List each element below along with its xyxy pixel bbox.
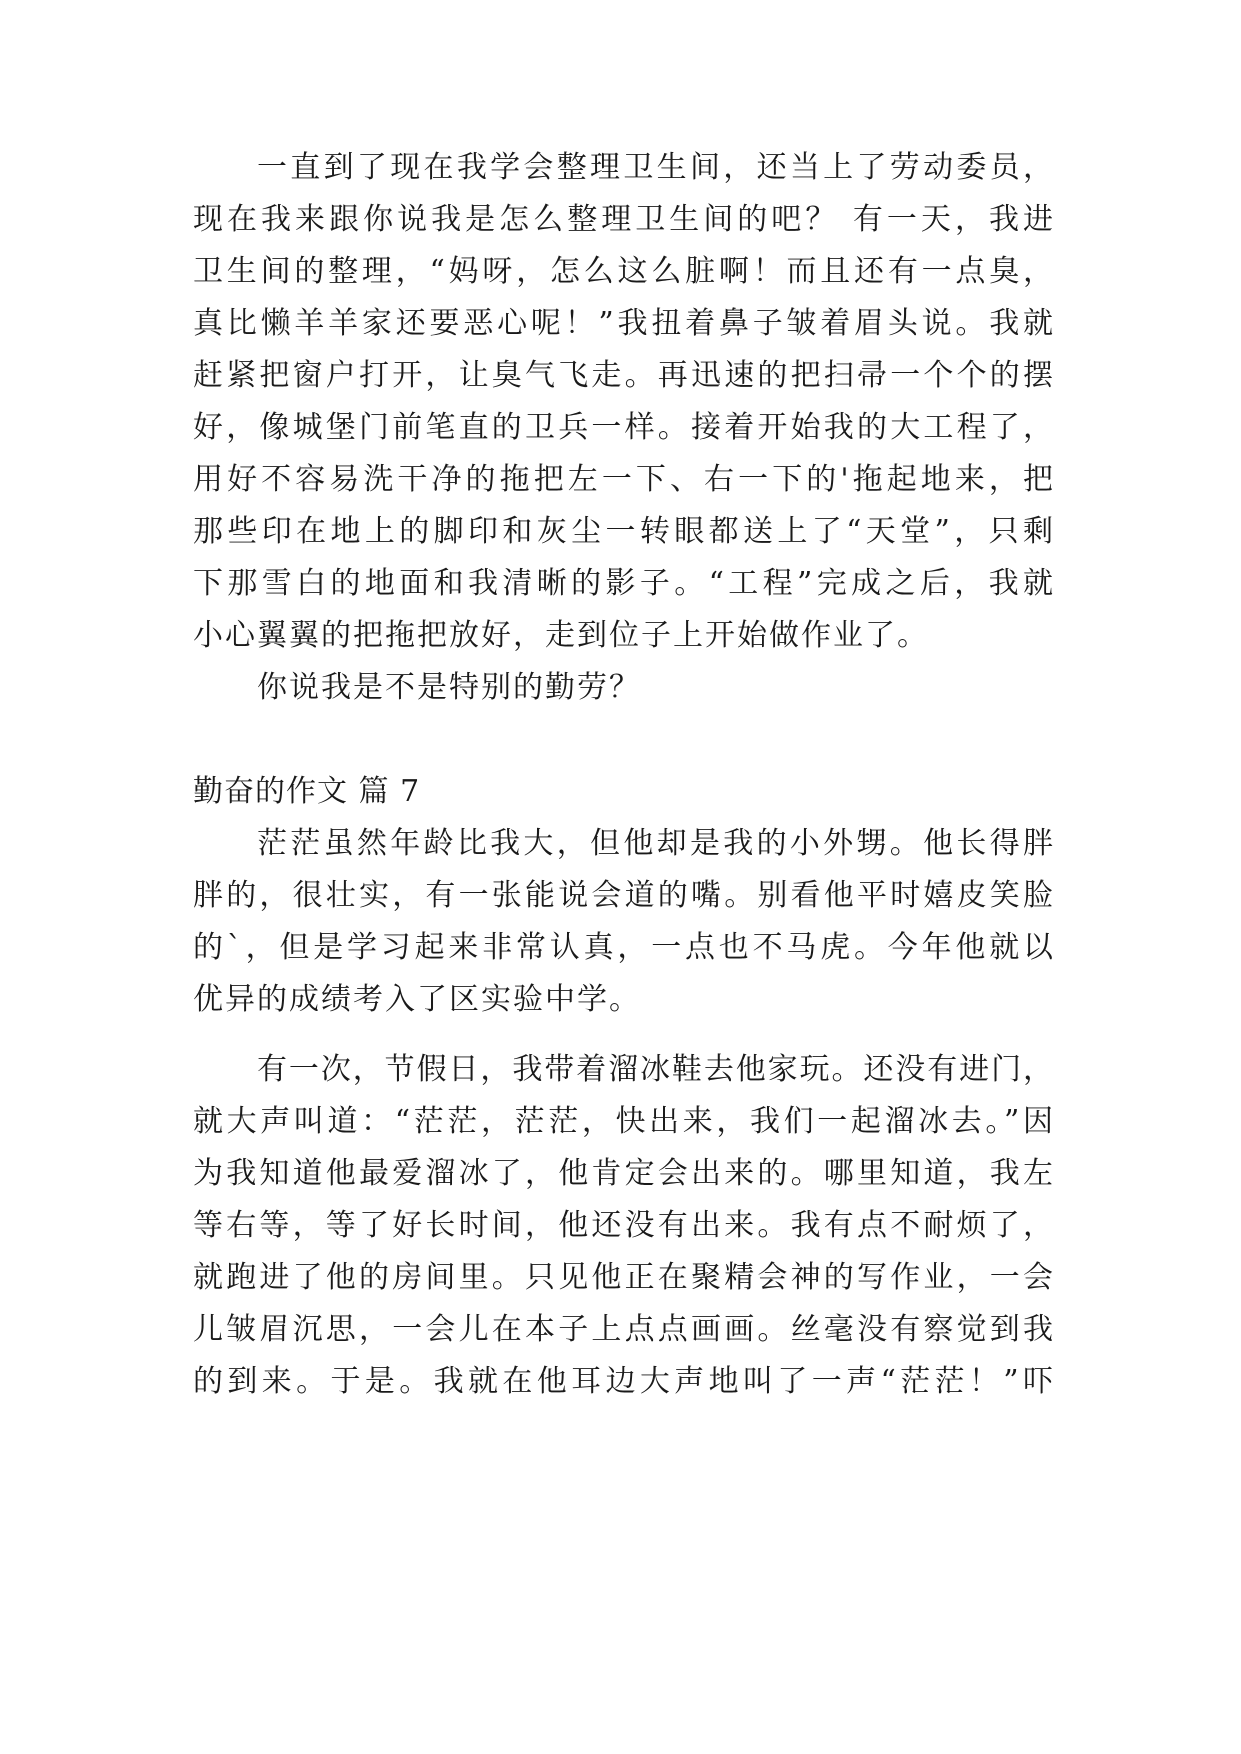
paragraph-line: 优异的成绩考入了区实验中学。 — [193, 982, 641, 1017]
paragraph-line: 有一次，节假日，我带着溜冰鞋去他家玩。还没有进门， — [257, 1052, 1053, 1087]
paragraph-line: 就跑进了他的房间里。只见他正在聚精会神的写作业，一会 — [193, 1260, 1053, 1295]
paragraph-line: 茫茫虽然年龄比我大，但他却是我的小外甥。他长得胖 — [257, 826, 1053, 861]
paragraph-line: 的到来。于是。我就在他耳边大声地叫了一声“茫茫！”吓 — [193, 1364, 1053, 1399]
paragraph-line: 用好不容易洗干净的拖把左一下、右一下的'拖起地来，把 — [193, 462, 1053, 497]
paragraph-line: 那些印在地上的脚印和灰尘一转眼都送上了“天堂”，只剩 — [193, 514, 1053, 549]
paragraph-line: 一直到了现在我学会整理卫生间，还当上了劳动委员， — [257, 150, 1053, 185]
paragraph-line: 胖的，很壮实，有一张能说会道的嘴。别看他平时嬉皮笑脸 — [193, 878, 1053, 913]
paragraph-line: 小心翼翼的把拖把放好，走到位子上开始做作业了。 — [193, 618, 929, 653]
paragraph-closing-line: 你说我是不是特别的勤劳？ — [257, 670, 641, 705]
paragraph-line: 现在我来跟你说我是怎么整理卫生间的吧？ 有一天，我进 — [193, 202, 1053, 237]
paragraph-line: 真比懒羊羊家还要恶心呢！”我扭着鼻子皱着眉头说。我就 — [193, 306, 1053, 341]
section-heading: 勤奋的作文 篇 7 — [193, 774, 421, 809]
paragraph-line: 等右等，等了好长时间，他还没有出来。我有点不耐烦了， — [193, 1208, 1053, 1243]
paragraph-line: 儿皱眉沉思，一会儿在本子上点点画画。丝毫没有察觉到我 — [193, 1312, 1053, 1347]
paragraph-line: 的`，但是学习起来非常认真，一点也不马虎。今年他就以 — [193, 930, 1053, 965]
paragraph-line: 赶紧把窗户打开，让臭气飞走。再迅速的把扫帚一个个的摆 — [193, 358, 1053, 393]
paragraph-line: 就大声叫道：“茫茫，茫茫，快出来，我们一起溜冰去。”因 — [193, 1104, 1053, 1139]
paragraph-line: 下那雪白的地面和我清晰的影子。“工程”完成之后，我就 — [193, 566, 1053, 601]
paragraph-line: 卫生间的整理，“妈呀，怎么这么脏啊！而且还有一点臭， — [193, 254, 1053, 289]
paragraph-line: 为我知道他最爱溜冰了，他肯定会出来的。哪里知道，我左 — [193, 1156, 1053, 1191]
paragraph-line: 好，像城堡门前笔直的卫兵一样。接着开始我的大工程了， — [193, 410, 1053, 445]
